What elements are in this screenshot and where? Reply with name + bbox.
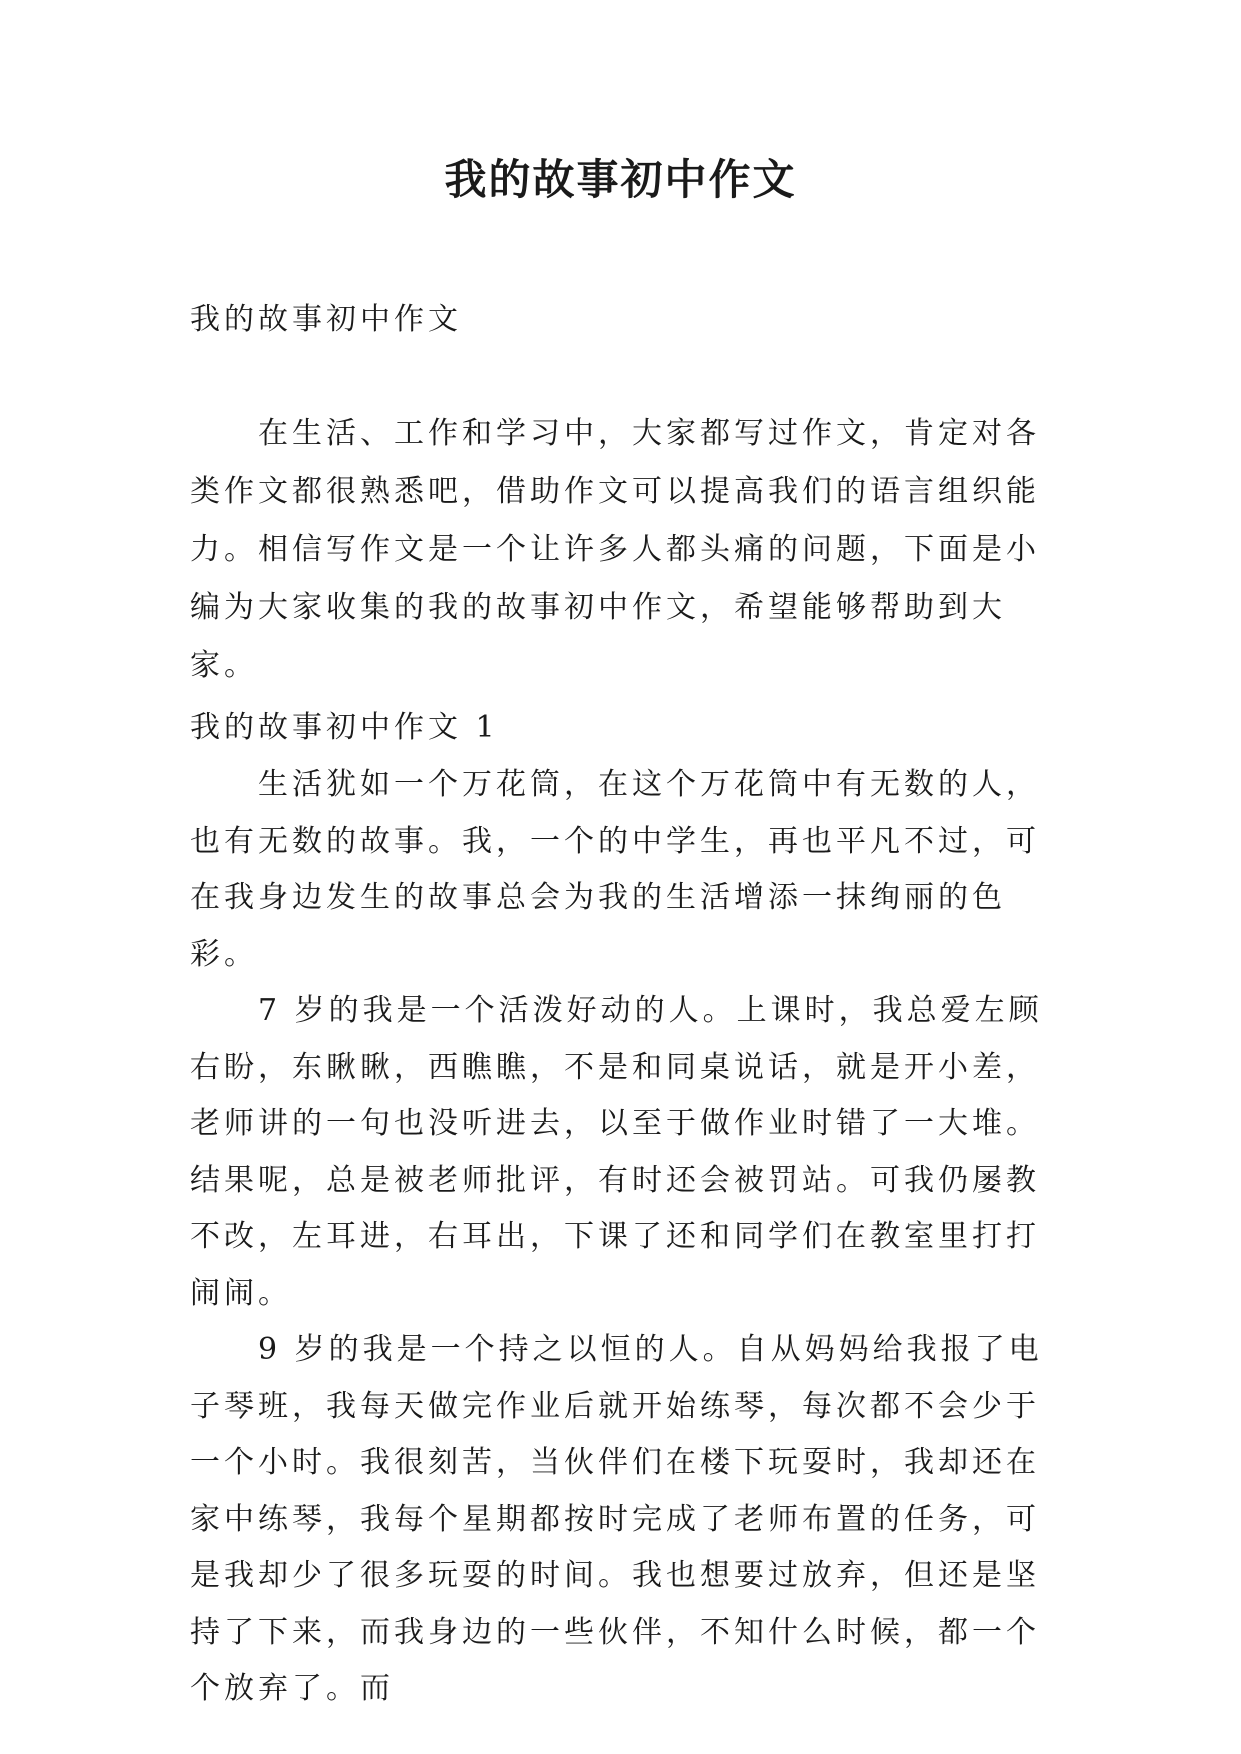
document-title: 我的故事初中作文: [444, 155, 797, 204]
essay-body: [190, 757, 1060, 1718]
essay-paragraph: 生活犹如一个万花筒，在这个万花筒中有无数的人，也有无数的故事。我，一个的中学生，再也平凡不过，可在我身边发生的故事总会为我的生活增添一抹绚丽的色彩。: [190, 767, 1040, 972]
intro-paragraph: 在生活、工作和学习中，大家都写过作文，肯定对各类作文都很熟悉吧，借助作文可以提高我们的语言组织能力。相信写作文是一个让许多人都头痛的问题，下面是小编为大家收集的我的故事初中作文，希望能够帮助到大家。: [190, 416, 1040, 683]
section-heading: 我的故事初中作文 1: [190, 710, 499, 745]
essay-paragraph: 9 岁的我是一个持之以恒的人。自从妈妈给我报了电子琴班，我每天做完作业后就开始练琴，每次都不会少于一个小时。我很刻苦，当伙伴们在楼下玩耍时，我却还在家中练琴，我每个星期都按时完成了老师布置的任务，可是我却少了很多玩耍的时间。我也想要过放弃，但还是坚持了下来，而我身边的一些伙伴，不知什么时候，都一个个放弃了。而: [190, 1332, 1043, 1706]
essay-subtitle: 我的故事初中作文: [190, 302, 462, 337]
essay-paragraph: 7 岁的我是一个活泼好动的人。上课时，我总爱左顾右盼，东瞅瞅，西瞧瞧，不是和同桌说话，就是开小差，老师讲的一句也没听进去，以至于做作业时错了一大堆。结果呢，总是被老师批评，有时还会被罚站。可我仍屡教不改，左耳进，右耳出，下课了还和同学们在教室里打打闹闹。: [190, 993, 1043, 1311]
